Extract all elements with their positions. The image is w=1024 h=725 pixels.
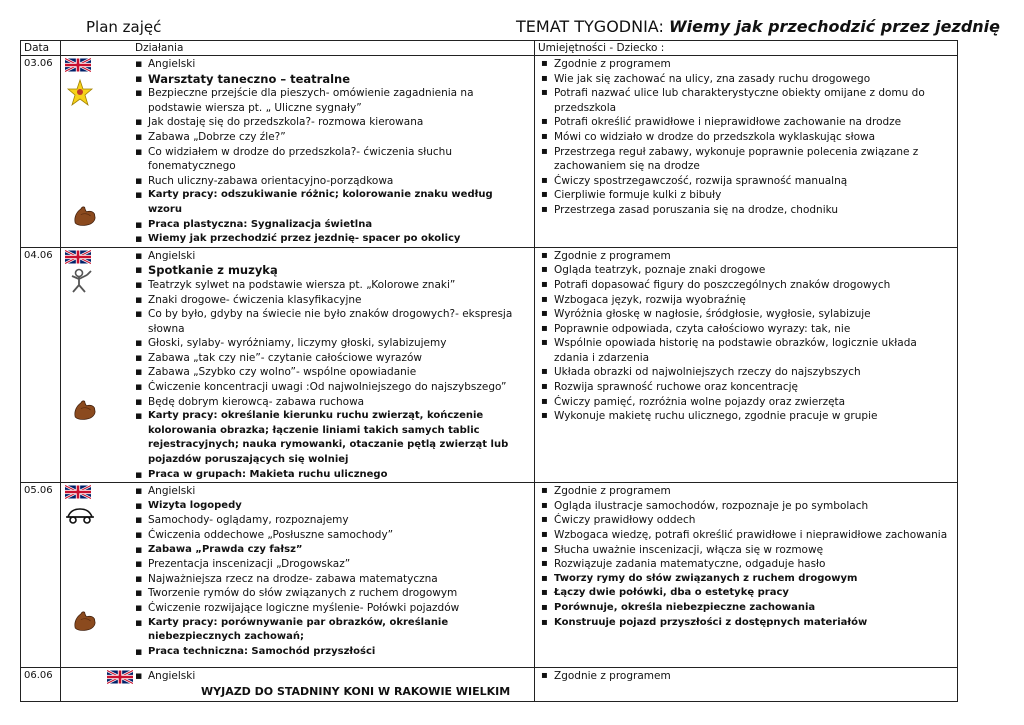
day-date: 03.06: [21, 56, 61, 248]
list-item: ▪ Najważniejsza rzecz na drodze- zabawa matematyczna: [135, 572, 534, 587]
list-item: ▪ Łączy dwie połówki, dba o estetykę pracy: [541, 586, 957, 601]
list-item: ▪ Ćwiczenia oddechowe „Posłuszne samochody”: [135, 528, 534, 543]
week-theme-heading: [516, 17, 1000, 36]
list-item: ▪ Przestrzega zasad poruszania się na drodze, chodniku: [541, 203, 957, 218]
list-item: ▪ Zgodnie z programem: [541, 484, 957, 499]
list-item: ▪ Spotkanie z muzyką: [135, 263, 534, 278]
list-item: ▪ Angielski: [135, 669, 534, 684]
list-item: ▪ Konstruuje pojazd przyszłości z dostępnych materiałów: [541, 616, 957, 631]
list-item: ▪ Samochody- oglądamy, rozpoznajemy: [135, 513, 534, 528]
list-item: ▪ Ćwiczenie rozwijające logiczne myślenie- Połówki pojazdów: [135, 601, 534, 616]
list-item: ▪ Wykonuje makietę ruchu ulicznego, zgodnie pracuje w grupie: [541, 409, 957, 424]
list-item: ▪ Angielski: [135, 484, 534, 499]
table-header-row: [21, 41, 958, 56]
trip-announcement: WYJAZD DO STADNINY KONI W RAKOWIE WIELKIM: [201, 684, 511, 698]
list-item: ▪ Wyróżnia głoskę w nagłosie, śródgłosie, wygłosie, sylabizuje: [541, 307, 957, 322]
hand-icon: [71, 202, 99, 230]
list-item: ▪ Porównuje, określa niebezpieczne zachowania: [541, 601, 957, 616]
list-item: ▪ Wzbogaca język, rozwija wyobraźnię: [541, 293, 957, 308]
list-item: ▪ Ćwiczy pamięć, rozróżnia wolne pojazdy oraz zwierzęta: [541, 395, 957, 410]
column-header-date: Data: [21, 41, 61, 56]
list-item: ▪ Zabawa „Prawda czy fałsz”: [135, 543, 534, 558]
list-item: ▪ Słucha uważnie inscenizacji, włącza się w rozmowę: [541, 543, 957, 558]
list-item: ▪ Rozwija sprawność ruchowe oraz koncentrację: [541, 380, 957, 395]
day-date: 06.06: [21, 668, 61, 702]
day-skills: [535, 668, 958, 702]
list-item: ▪ Teatrzyk sylwet na podstawie wiersza pt. „Kolorowe znaki”: [135, 278, 534, 293]
table-row: [21, 56, 958, 248]
list-item: ▪ Rozwiązuje zadania matematyczne, odgaduje hasło: [541, 557, 957, 572]
day-skills: [535, 247, 958, 483]
day-date: 04.06: [21, 247, 61, 483]
day-skills: [535, 483, 958, 668]
list-item: ▪ Zabawa „Szybko czy wolno”- wspólne opowiadanie: [135, 365, 534, 380]
column-header-skills: Umiejętności - Dziecko :: [535, 41, 958, 56]
uk-flag-icon: [65, 485, 91, 499]
week-theme-text: Wiemy jak przechodzić przez jezdnię: [668, 17, 1000, 36]
list-item: ▪ Prezentacja inscenizacji „Drogowskaz”: [135, 557, 534, 572]
car-icon: [65, 505, 95, 525]
day-activities: [61, 668, 535, 702]
list-item: ▪ Wiemy jak przechodzić przez jezdnię- spacer po okolicy: [135, 232, 534, 247]
list-item: ▪ Wspólnie opowiada historię na podstawie obrazków, logicznie układa zdania i zdarzenia: [541, 336, 957, 365]
list-item: ▪ Znaki drogowe- ćwiczenia klasyfikacyjne: [135, 293, 534, 308]
day-date: 05.06: [21, 483, 61, 668]
list-item: ▪ Tworzy rymy do słów związanych z ruchem drogowym: [541, 572, 957, 587]
list-item: ▪ Cierpliwie formuje kulki z bibuły: [541, 188, 957, 203]
skill-list: [541, 57, 957, 218]
list-item: ▪ Potrafi określić prawidłowe i nieprawidłowe zachowanie na drodze: [541, 115, 957, 130]
list-item: ▪ Zabawa „tak czy nie”- czytanie całościowe wyrazów: [135, 351, 534, 366]
list-item: ▪ Ćwiczy spostrzegawczość, rozwija sprawność manualną: [541, 174, 957, 189]
list-item: ▪ Przestrzega reguł zabawy, wykonuje poprawnie polecenia związane z zachowaniem się na drodze: [541, 145, 957, 174]
activity-list: [135, 484, 534, 659]
list-item: ▪ Zabawa „Dobrze czy źle?”: [135, 130, 534, 145]
list-item: ▪ Angielski: [135, 249, 534, 264]
list-item: ▪ Potrafi nazwać ulice lub charakterystyczne obiekty omijane z domu do przedszkola: [541, 86, 957, 115]
list-item: ▪ Co by było, gdyby na świecie nie było znaków drogowych?- ekspresja słowna: [135, 307, 534, 336]
list-item: ▪ Będę dobrym kierowcą- zabawa ruchowa: [135, 395, 534, 410]
day-activities: [61, 483, 535, 668]
list-item: ▪ Co widziałem w drodze do przedszkola?- ćwiczenia słuchu fonematycznego: [135, 145, 534, 174]
activity-list: [135, 57, 534, 247]
skill-list: [541, 249, 957, 424]
list-item: ▪ Wzbogaca wiedzę, potrafi określić prawidłowe i nieprawidłowe zachowania: [541, 528, 957, 543]
list-item: ▪ Ćwiczenie koncentracji uwagi :Od najwolniejszego do najszybszego”: [135, 380, 534, 395]
list-item: ▪ Zgodnie z programem: [541, 669, 957, 684]
skill-list: [541, 669, 957, 684]
hand-icon: [71, 396, 99, 424]
list-item: ▪ Potrafi dopasować figury do poszczególnych znaków drogowych: [541, 278, 957, 293]
list-item: ▪ Mówi co widziało w drodze do przedszkola wyklaskując słowa: [541, 130, 957, 145]
list-item: ▪ Praca plastyczna: Sygnalizacja świetlna: [135, 218, 534, 233]
table-row: [21, 247, 958, 483]
list-item: ▪ Tworzenie rymów do słów związanych z ruchem drogowym: [135, 586, 534, 601]
skill-list: [541, 484, 957, 630]
dancer-icon: [65, 78, 95, 108]
uk-flag-icon: [107, 670, 133, 684]
plan-table: [20, 40, 958, 702]
uk-flag-icon: [65, 250, 91, 264]
list-item: ▪ Wie jak się zachować na ulicy, zna zasady ruchu drogowego: [541, 72, 957, 87]
day-activities: [61, 247, 535, 483]
list-item: ▪ Ogląda teatrzyk, poznaje znaki drogowe: [541, 263, 957, 278]
plan-title: Plan zajęć: [86, 18, 162, 36]
list-item: ▪ Bezpieczne przejście dla pieszych- omówienie zagadnienia na podstawie wiersza pt. „ Uliczne sygnały”: [135, 86, 534, 115]
hand-icon: [71, 607, 99, 635]
list-item: ▪ Układa obrazki od najwolniejszych rzeczy do najszybszych: [541, 365, 957, 380]
week-theme-label: TEMAT TYGODNIA:: [516, 17, 664, 36]
list-item: ▪ Karty pracy: porównywanie par obrazków, określanie niebezpiecznych zachowań;: [135, 616, 534, 645]
day-activities: [61, 56, 535, 248]
list-item: ▪ Ćwiczy prawidłowy oddech: [541, 513, 957, 528]
list-item: ▪ Wizyta logopedy: [135, 499, 534, 514]
list-item: ▪ Warsztaty taneczno – teatralne: [135, 72, 534, 87]
uk-flag-icon: [65, 58, 91, 72]
list-item: ▪ Zgodnie z programem: [541, 249, 957, 264]
table-row: [21, 483, 958, 668]
column-header-activities: Działania: [61, 41, 535, 56]
list-item: ▪ Poprawnie odpowiada, czyta całościowo wyrazy: tak, nie: [541, 322, 957, 337]
activity-list: [135, 249, 534, 483]
list-item: ▪ Angielski: [135, 57, 534, 72]
list-item: ▪ Karty pracy: określanie kierunku ruchu zwierząt, kończenie kolorowania obrazka; łączenie liniami takich samych tablic rejestracyjnych; nauka rymowanki, otaczanie pętlą zwierząt lub pojazdów poruszających się wolniej: [135, 409, 534, 467]
day-skills: [535, 56, 958, 248]
stick-figure-icon: [67, 268, 95, 294]
list-item: ▪ Karty pracy: odszukiwanie różnic; kolorowanie znaku według wzoru: [135, 188, 534, 217]
table-row: [21, 668, 958, 702]
list-item: ▪ Ogląda ilustracje samochodów, rozpoznaje je po symbolach: [541, 499, 957, 514]
list-item: ▪ Głoski, sylaby- wyróżniamy, liczymy głoski, sylabizujemy: [135, 336, 534, 351]
list-item: ▪ Praca w grupach: Makieta ruchu ulicznego: [135, 468, 534, 483]
list-item: ▪ Ruch uliczny-zabawa orientacyjno-porządkowa: [135, 174, 534, 189]
list-item: ▪ Praca techniczna: Samochód przyszłości: [135, 645, 534, 660]
list-item: ▪ Zgodnie z programem: [541, 57, 957, 72]
list-item: ▪ Jak dostaję się do przedszkola?- rozmowa kierowana: [135, 115, 534, 130]
